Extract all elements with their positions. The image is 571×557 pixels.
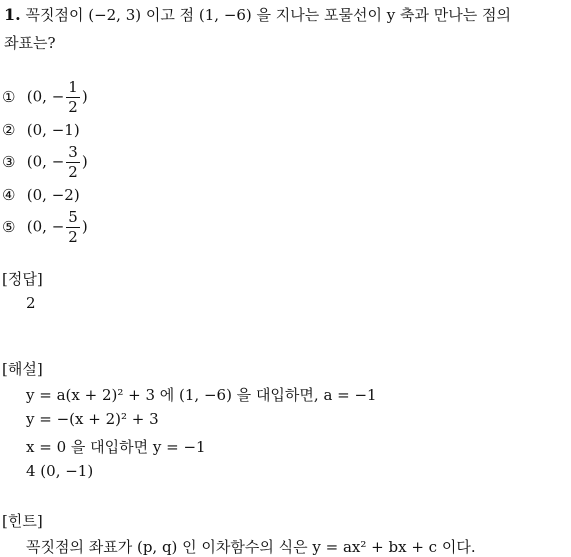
- choice-marker: ⑤: [2, 217, 16, 236]
- question-line-2: 좌표는?: [4, 34, 56, 52]
- choice-suffix: ): [81, 217, 88, 236]
- choice-prefix: (0, −: [26, 152, 65, 171]
- solution-heading: [해설]: [2, 360, 43, 378]
- choice-4[interactable]: [2, 186, 80, 204]
- fraction-denominator: 2: [68, 163, 78, 181]
- hint-text: 꼭짓점의 좌표가 (p, q) 인 이차함수의 식은 y = ax² + bx + c 이다.: [26, 538, 476, 556]
- solution-line-3: x = 0 을 대입하면 y = −1: [26, 438, 206, 456]
- choice-text: (0, −1): [26, 121, 80, 139]
- fraction: [66, 210, 80, 245]
- choice-marker: ④: [2, 186, 16, 204]
- question-line-1: [4, 4, 511, 25]
- choice-2[interactable]: [2, 121, 80, 139]
- choice-3[interactable]: [2, 145, 88, 180]
- question-number: 1.: [4, 5, 21, 24]
- fraction-denominator: 2: [68, 98, 78, 116]
- choice-prefix: (0, −: [26, 87, 65, 106]
- choice-marker: ③: [2, 152, 16, 171]
- choice-marker: ①: [2, 87, 16, 106]
- fraction-numerator: 1: [68, 78, 78, 96]
- choice-1[interactable]: [2, 80, 88, 115]
- fraction-numerator: 5: [68, 208, 78, 226]
- fraction: [66, 145, 80, 180]
- answer-heading: [정답]: [2, 270, 43, 288]
- choice-suffix: ): [81, 87, 88, 106]
- choice-5[interactable]: [2, 210, 88, 245]
- question-text-1: 꼭짓점이 (−2, 3) 이고 점 (1, −6) 을 지나는 포물선이 y 축과 만나는 점의: [25, 6, 511, 24]
- fraction-denominator: 2: [68, 228, 78, 246]
- choice-marker: ②: [2, 121, 16, 139]
- choice-suffix: ): [81, 152, 88, 171]
- choice-prefix: (0, −: [26, 217, 65, 236]
- solution-line-1: y = a(x + 2)² + 3 에 (1, −6) 을 대입하면, a = −1: [26, 386, 377, 404]
- answer-value: 2: [26, 294, 36, 312]
- solution-line-4: 4 (0, −1): [26, 462, 94, 480]
- hint-heading: [힌트]: [2, 512, 43, 530]
- fraction: [66, 80, 80, 115]
- fraction-numerator: 3: [68, 143, 78, 161]
- solution-line-2: y = −(x + 2)² + 3: [26, 410, 159, 428]
- choice-text: (0, −2): [26, 186, 80, 204]
